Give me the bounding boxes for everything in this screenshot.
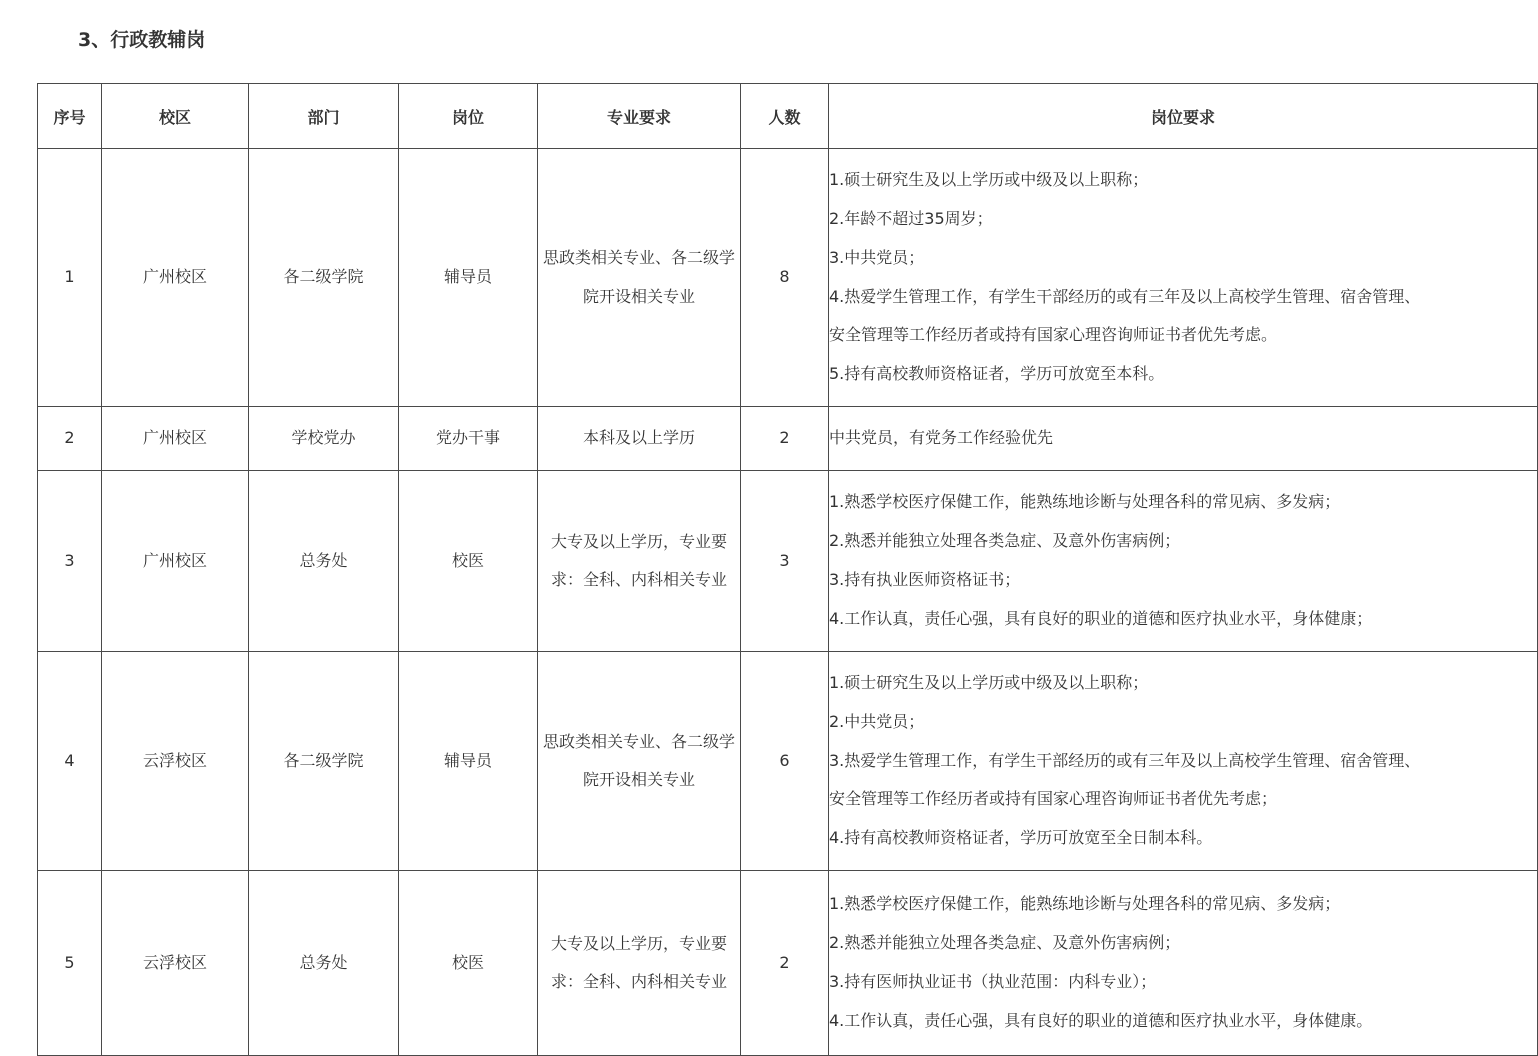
cell-major: 思政类相关专业、各二级学院开设相关专业 [538, 149, 741, 407]
header-position: 岗位 [399, 84, 538, 149]
cell-count: 3 [741, 471, 829, 652]
cell-department: 各二级学院 [249, 149, 399, 407]
cell-position: 校医 [399, 871, 538, 1056]
section-title: 3、行政教辅岗 [78, 29, 206, 51]
cell-position: 校医 [399, 471, 538, 652]
requirement-line: 4.热爱学生管理工作，有学生干部经历的或有三年及以上高校学生管理、宿舍管理、 [829, 286, 1421, 306]
cell-no: 1 [38, 149, 102, 407]
cell-requirements [829, 652, 1538, 871]
cell-requirements [829, 471, 1538, 652]
cell-campus: 云浮校区 [102, 871, 249, 1056]
cell-campus: 广州校区 [102, 471, 249, 652]
requirement-line: 3.持有医师执业证书（执业范围：内科专业）； [829, 972, 1157, 991]
cell-count: 2 [741, 407, 829, 471]
table-row [38, 407, 1538, 471]
cell-count: 2 [741, 871, 829, 1056]
cell-requirements [829, 149, 1538, 407]
header-count: 人数 [741, 84, 829, 149]
header-no: 序号 [38, 84, 102, 149]
requirement-line: 2.熟悉并能独立处理各类急症、及意外伤害病例； [829, 531, 1181, 551]
requirement-line: 4.工作认真，责任心强，具有良好的职业的道德和医疗执业水平，身体健康； [829, 608, 1373, 628]
requirement-line: 1.熟悉学校医疗保健工作，能熟练地诊断与处理各科的常见病、多发病； [829, 492, 1341, 512]
cell-position: 辅导员 [399, 652, 538, 871]
requirement-line: 3.中共党员； [829, 247, 925, 267]
cell-campus: 广州校区 [102, 149, 249, 407]
requirement-line: 1.熟悉学校医疗保健工作，能熟练地诊断与处理各科的常见病、多发病； [829, 894, 1341, 914]
cell-no: 3 [38, 471, 102, 652]
cell-department: 各二级学院 [249, 652, 399, 871]
header-major: 专业要求 [538, 84, 741, 149]
cell-no: 4 [38, 652, 102, 871]
cell-major: 大专及以上学历，专业要求：全科、内科相关专业 [538, 471, 741, 652]
requirement-line: 3.热爱学生管理工作，有学生干部经历的或有三年及以上高校学生管理、宿舍管理、 [829, 750, 1421, 770]
header-campus: 校区 [102, 84, 249, 149]
requirement-line: 4.工作认真，责任心强，具有良好的职业的道德和医疗执业水平，身体健康。 [829, 1010, 1373, 1030]
table-row [38, 149, 1538, 407]
requirement-line: 2.中共党员； [829, 711, 925, 731]
header-department: 部门 [249, 84, 399, 149]
cell-campus: 云浮校区 [102, 652, 249, 871]
requirement-line: 安全管理等工作经历者或持有国家心理咨询师证书者优先考虑； [829, 789, 1278, 809]
table-row [38, 652, 1538, 871]
requirement-line: 2.熟悉并能独立处理各类急症、及意外伤害病例； [829, 933, 1181, 953]
positions-table [37, 83, 1538, 1056]
requirement-line: 4.持有高校教师资格证者，学历可放宽至全日制本科。 [829, 828, 1213, 848]
requirement-line: 安全管理等工作经历者或持有国家心理咨询师证书者优先考虑。 [829, 325, 1278, 345]
cell-department: 总务处 [249, 471, 399, 652]
cell-position: 辅导员 [399, 149, 538, 407]
requirement-line: 中共党员，有党务工作经验优先 [829, 428, 1054, 448]
cell-major: 大专及以上学历，专业要求：全科、内科相关专业 [538, 871, 741, 1056]
cell-requirements [829, 871, 1538, 1056]
cell-department: 学校党办 [249, 407, 399, 471]
header-requirements: 岗位要求 [829, 84, 1538, 149]
table-row [38, 871, 1538, 1056]
requirement-line: 1.硕士研究生及以上学历或中级及以上职称； [829, 673, 1149, 692]
requirement-line: 1.硕士研究生及以上学历或中级及以上职称； [829, 170, 1149, 190]
cell-no: 5 [38, 871, 102, 1056]
table-row [38, 471, 1538, 652]
cell-campus: 广州校区 [102, 407, 249, 471]
cell-department: 总务处 [249, 871, 399, 1056]
cell-count: 6 [741, 652, 829, 871]
table-header-row [38, 84, 1538, 149]
cell-requirements [829, 407, 1538, 471]
cell-major: 思政类相关专业、各二级学院开设相关专业 [538, 652, 741, 871]
cell-count: 8 [741, 149, 829, 407]
cell-position: 党办干事 [399, 407, 538, 471]
requirement-line: 2.年龄不超过35周岁； [829, 208, 993, 228]
cell-no: 2 [38, 407, 102, 471]
requirement-line: 5.持有高校教师资格证者，学历可放宽至本科。 [829, 364, 1165, 384]
requirement-line: 3.持有执业医师资格证书； [829, 570, 1021, 589]
cell-major: 本科及以上学历 [538, 407, 741, 471]
